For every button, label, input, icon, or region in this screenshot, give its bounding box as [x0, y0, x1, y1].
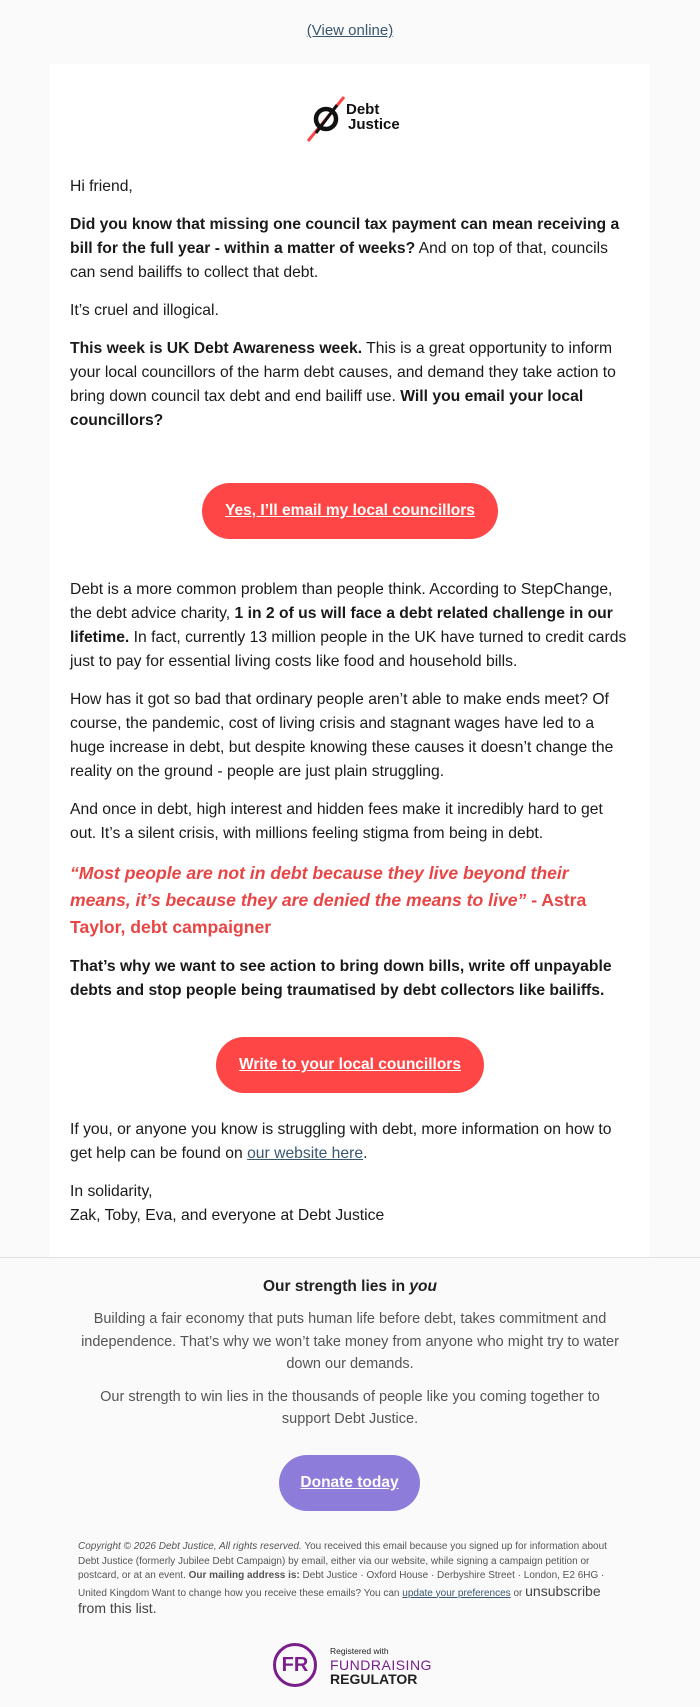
fundraising-regulator-badge	[273, 1641, 433, 1689]
council-tax-bold: Did you know that missing one council tax payment can mean receiving a bill for the full year - within a matter of weeks?	[70, 216, 620, 257]
footer-heading-text: Our strength lies in	[263, 1278, 410, 1295]
footer-heading-emphasis: you	[409, 1278, 437, 1295]
logo-line-2: Justice	[348, 116, 400, 133]
debt-justice-logo-icon	[304, 93, 350, 145]
footer-independence: Building a fair economy that puts human life before debt, takes commitment and independence. That’s why we won’t take money from anyone who might try to water down our demands.	[81, 1311, 619, 1372]
update-preferences-link[interactable]: update your preferences	[402, 1587, 511, 1599]
signature: Zak, Toby, Eva, and everyone at Debt Justice	[70, 1207, 385, 1224]
astra-taylor-quote	[70, 860, 630, 941]
awareness-text: This is a great opportunity to inform your local councillors of the harm debt causes, and demand they take action to bring down council tax debt and end bailiff use.	[70, 340, 616, 405]
help-period: .	[363, 1145, 368, 1162]
regulator-regulator: REGULATOR	[330, 1671, 418, 1687]
awareness-ask: Will you email your local councillors?	[70, 388, 584, 429]
received-notice: You received this email because you signed up for information about Debt Justice (formerly Jubilee Debt Campaign) by email, either via our website, while signing a campaign petition or postcard, or at an event.	[78, 1541, 607, 1581]
email-card	[50, 64, 650, 1257]
mailing-label: Our mailing address is:	[188, 1570, 300, 1581]
signoff-block	[70, 1180, 630, 1228]
email-councillors-button[interactable]: Yes, I’ll email my local councillors	[202, 483, 498, 539]
council-tax-rest: And on top of that, councils can send bailiffs to collect that debt.	[70, 240, 608, 281]
mailing-address: · Oxford House · Derbyshire Street · London, E2 6HG · United Kingdom Want to change how you receive these emails? You can	[78, 1570, 605, 1599]
stepchange-bold: 1 in 2 of us will face a debt related challenge in our lifetime.	[70, 605, 613, 646]
action-bold: That’s why we want to see action to bring down bills, write off unpayable debts and stop people being traumatised by debt collectors like bailiffs.	[70, 958, 612, 999]
footer-strength: Our strength to win lies in the thousands of people like you coming together to support Debt Justice.	[100, 1388, 600, 1427]
intro-section	[70, 175, 630, 447]
paragraph-silent-crisis: And once in debt, high interest and hidden fees make it incredibly hard to get out. It’s a silent crisis, with millions feeling stigma from being in debt.	[70, 801, 603, 842]
awareness-bold: This week is UK Debt Awareness week.	[70, 340, 363, 357]
footer-heading	[80, 1278, 620, 1296]
paragraph-cruel: It’s cruel and illogical.	[70, 302, 219, 319]
logo-line-1: Debt	[346, 101, 380, 118]
regulator-registered: Registered with	[330, 1646, 389, 1656]
signoff: In solidarity,	[70, 1183, 153, 1200]
debt-justice-logo	[304, 93, 404, 145]
closing-section	[70, 1118, 630, 1242]
website-link[interactable]: our website here	[247, 1145, 364, 1162]
logo-wordmark	[346, 102, 400, 132]
fundraising-regulator-icon: FR	[273, 1643, 317, 1687]
main-section	[70, 578, 630, 1017]
legal-text	[78, 1540, 626, 1619]
write-councillors-button[interactable]: Write to your local councillors	[216, 1037, 484, 1093]
view-online-bar	[0, 22, 700, 39]
quote-attribution: - Astra Taylor, debt campaigner	[70, 890, 587, 937]
help-text: If you, or anyone you know is struggling with debt, more information on how to get help can be found on	[70, 1121, 612, 1162]
paragraph-stepchange	[70, 578, 630, 674]
unsubscribe-period: .	[152, 1600, 157, 1616]
paragraph-ends-meet: How has it got so bad that ordinary people aren’t able to make ends meet? Of course, the pandemic, cost of living crisis and stagnant wages have led to a huge increase in debt, but despite knowing these causes it doesn’t change the reality on the ground - people are just plain struggling.	[70, 691, 614, 780]
mailing-name: Debt Justice	[299, 1570, 358, 1581]
or-text: or	[510, 1587, 526, 1599]
donate-button[interactable]: Donate today	[279, 1455, 420, 1511]
view-online-link[interactable]: (View online)	[306, 22, 394, 39]
paragraph-council-tax	[70, 213, 630, 285]
paragraph-awareness-week	[70, 337, 630, 433]
unsubscribe-link[interactable]: unsubscribe from this list	[78, 1582, 601, 1616]
stepchange-text-a: Debt is a more common problem than people think. According to StepChange, the debt advice charity,	[70, 581, 613, 622]
paragraph-action	[70, 955, 630, 1003]
paragraph-help	[70, 1118, 630, 1166]
footer-section	[80, 1278, 620, 1441]
copyright: Copyright © 2026 Debt Justice, All rights reserved.	[78, 1541, 302, 1552]
greeting: Hi friend,	[70, 178, 133, 195]
stepchange-text-b: In fact, currently 13 million people in the UK have turned to credit cards just to pay for essential living costs like food and household bills.	[70, 629, 627, 670]
quote-text: “Most people are not in debt because they live beyond their means, it’s because they are denied the means to live”	[70, 863, 569, 910]
regulator-fundraising: FUNDRAISING	[330, 1657, 432, 1673]
footer-divider	[0, 1257, 700, 1258]
